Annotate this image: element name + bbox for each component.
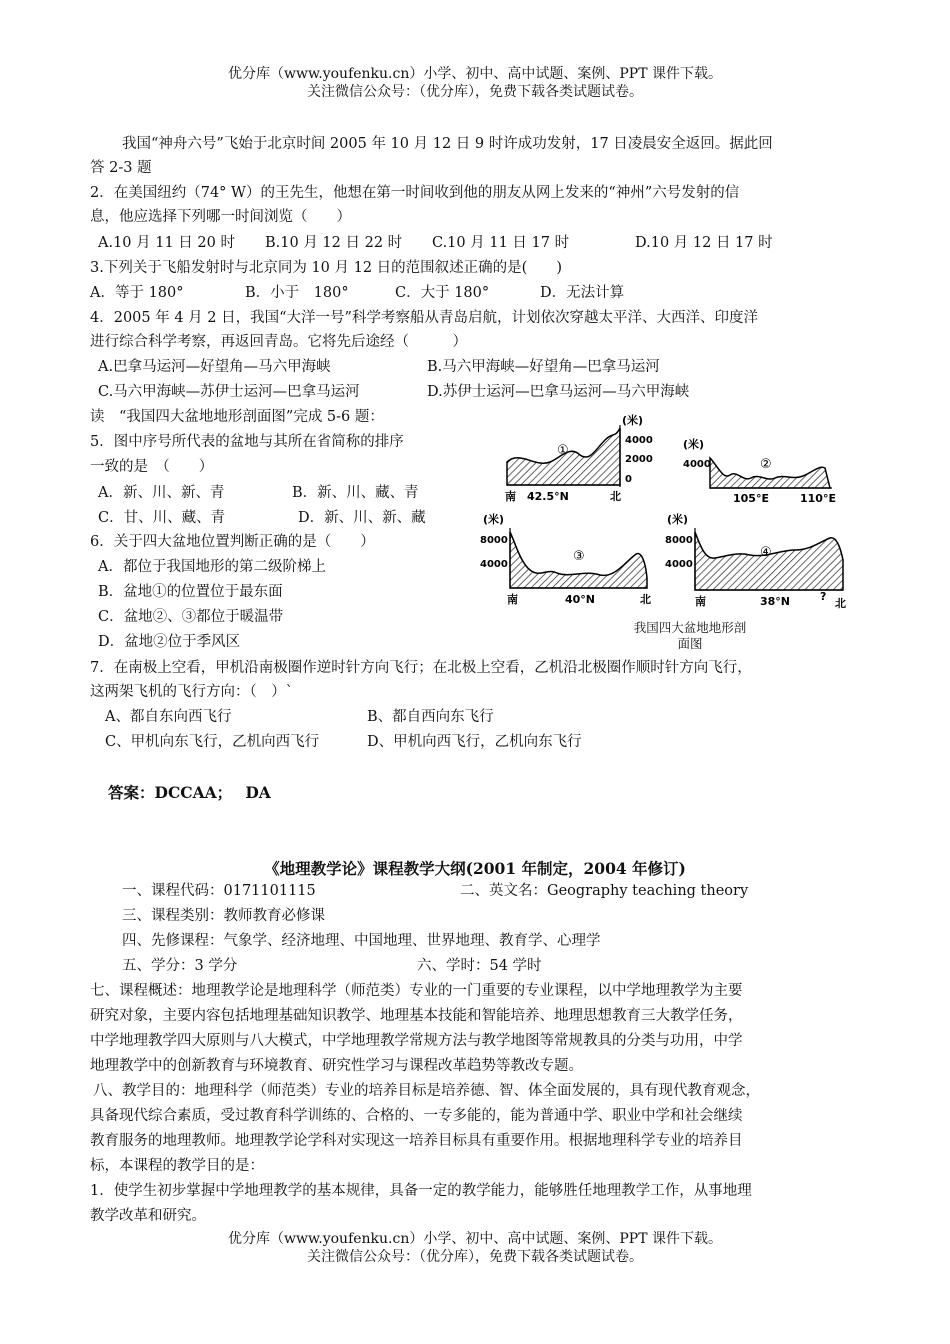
q2-stem-2: 息，他应选择下列哪一时间浏览（ ） [90, 209, 351, 225]
goal-line-4: 标，本课程的教学目的是： [90, 1158, 264, 1174]
q5-option-a: A．新、川、新、青 [98, 485, 225, 501]
english-name: 二、英文名：Geography teaching theory [460, 883, 749, 899]
overview-line-1: 七、课程概述：地理教学论是地理科学（师范类）专业的一门重要的专业课程，以中学地理教学为主要 [90, 983, 743, 999]
goal-line-1: 八、教学目的：地理科学（师范类）专业的培养目标是培养德、智、体全面发展的，具有现代教育观念， [93, 1083, 760, 1099]
q6-stem: 6．关于四大盆地位置判断正确的是（ ） [90, 534, 375, 550]
q3-stem: 3.下列关于飞船发射时与北京同为 10 月 12 日的范围叙述正确的是( ) [90, 260, 562, 276]
q7-stem-2: 这两架飞机的飞行方向：（ ）` [90, 684, 293, 700]
q4-stem-2: 进行综合科学考察，再返回青岛。它将先后途经（ ） [90, 334, 467, 350]
profile-1-tick-4000: 4000 [625, 435, 653, 446]
profile-2-unit: (米) [683, 438, 705, 451]
q3-option-c: C．大于 180° [395, 285, 490, 301]
footer-line-1: 优分库（www.youfenku.cn）小学、初中、高中试题、案例、PPT 课件下载。 [227, 1231, 722, 1247]
profile-1-north: 北 [610, 490, 621, 503]
q5-stem-2: 一致的是 （ ） [90, 459, 214, 475]
q3-option-a: A．等于 180° [90, 285, 184, 301]
q6-option-b: B．盆地①的位置位于最东面 [98, 584, 283, 600]
overview-line-3: 中学地理教学四大原则与八大模式，中学地理教学常规方法与教学地图等常规教具的分类与功用，中学 [90, 1033, 743, 1049]
q4-stem-1: 4．2005 年 4 月 2 日，我国“大洋一号”科学考察船从青岛启航，计划依次穿越太平洋、大西洋、印度洋 [90, 310, 758, 326]
intro-line-1: 我国“神舟六号”飞始于北京时间 2005 年 10 月 12 日 9 时许成功发射，17 日凌晨安全返回。据此回 [122, 136, 773, 152]
q6-option-c: C．盆地②、③都位于暖温带 [98, 609, 284, 625]
profile-3-tick-4000: 4000 [480, 559, 508, 570]
profile-4-unit: (米) [667, 513, 689, 526]
q2-option-c: C.10 月 11 日 17 时 [432, 235, 570, 251]
q7-option-a: A、都自东向西飞行 [105, 709, 232, 725]
overview-line-2: 研究对象，主要内容包括地理基础知识教学、地理基本技能和智能培养、地理思想教育三大教学任务， [90, 1008, 743, 1024]
overview-line-4: 地理教学中的创新教育与环境教育、研究性学习与课程改革趋势等教改专题。 [90, 1058, 583, 1074]
goal-line-2: 具备现代综合素质，受过教育科学训练的、合格的、一专多能的，能为普通中学、职业中学和社会继续 [90, 1108, 743, 1124]
profile-3-north: 北 [640, 593, 651, 606]
q2-option-d: D.10 月 12 日 17 时 [635, 235, 773, 251]
q6-option-d: D．盆地②位于季风区 [98, 634, 241, 650]
q4-option-d: D.苏伊士运河—巴拿马运河—马六甲海峡 [427, 384, 690, 400]
item-1-line-2: 教学改革和研究。 [90, 1208, 206, 1224]
profile-3-tick-8000: 8000 [480, 535, 508, 546]
figure-caption-2: 面图 [677, 636, 703, 651]
profile-1-unit: (米) [622, 414, 644, 427]
profile-2 [683, 437, 836, 505]
header-line-2: 关注微信公众号：（优分库），免费下载各类试题试卷。 [307, 84, 643, 100]
q5-option-b: B．新、川、藏、青 [292, 485, 419, 501]
profile-4-south: 南 [695, 595, 706, 608]
credits: 五、学分：3 学分 [122, 958, 238, 974]
read-5-6: 读 “我国四大盆地地形剖面图”完成 5-6 题： [90, 409, 384, 425]
header-line-1: 优分库（www.youfenku.cn）小学、初中、高中试题、案例、PPT 课件下载。 [227, 66, 722, 82]
q2-stem-1: 2．在美国纽约（74° W）的王先生，他想在第一时间收到他的朋友从网上发来的“神州”六号发射的信 [90, 185, 740, 201]
q7-option-c: C、甲机向东飞行，乙机向西飞行 [105, 734, 320, 750]
profile-4-tick-4000: 4000 [665, 559, 693, 570]
course-code: 一、课程代码：0171101115 [122, 883, 316, 899]
q3-option-b: B．小于 180° [245, 285, 349, 301]
profile-4 [665, 512, 846, 610]
profile-2-number: ② [760, 457, 772, 472]
q6-option-a: A．都位于我国地形的第二级阶梯上 [98, 559, 326, 575]
profile-4-tick-8000: 8000 [665, 535, 693, 546]
profile-3-latitude: 40°N [565, 593, 596, 606]
intro-line-2: 答 2-3 题 [90, 160, 152, 176]
q7-option-b: B、都自西向东飞行 [367, 709, 494, 725]
q7-option-d: D、甲机向西飞行，乙机向东飞行 [367, 734, 582, 750]
q4-option-c: C.马六甲海峡—苏伊士运河—巴拿马运河 [98, 384, 360, 400]
q5-option-d: D．新、川、新、藏 [298, 510, 426, 526]
profile-3-south: 南 [507, 593, 518, 606]
profile-4-north: 北 [835, 597, 846, 610]
profile-4-latitude: 38°N [760, 595, 791, 608]
profile-2-lon-105: 105°E [733, 492, 769, 505]
profile-1 [505, 413, 653, 503]
syllabus-title: 《地理教学论》课程教学大纲(2001 年制定，2004 年修订) [264, 859, 686, 878]
profile-2-lon-110: 110°E [800, 492, 836, 505]
profile-1-tick-0: 0 [625, 474, 632, 485]
item-1-line-1: 1．使学生初步掌握中学地理教学的基本规律，具备一定的教学能力，能够胜任地理教学工作，从事地理 [90, 1183, 752, 1199]
profile-1-south: 南 [505, 490, 516, 503]
figure-caption-1: 我国四大盆地地形剖 [633, 620, 747, 635]
profile-4-question: ? [820, 590, 827, 603]
profile-4-terrain [695, 532, 843, 590]
profile-1-latitude: 42.5°N [527, 490, 569, 503]
q5-option-c: C．甘、川、藏、青 [98, 510, 226, 526]
q4-option-b: B.马六甲海峡—好望角—巴拿马运河 [427, 359, 660, 375]
prerequisites: 四、先修课程：气象学、经济地理、中国地理、世界地理、教育学、心理学 [122, 933, 601, 949]
footer-line-2: 关注微信公众号：（优分库），免费下载各类试题试卷。 [307, 1249, 643, 1265]
profile-3 [480, 512, 651, 606]
profile-1-tick-2000: 2000 [625, 454, 653, 465]
goal-line-3: 教育服务的地理教师。地理教学论学科对实现这一培养目标具有重要作用。根据地理科学专业的培养目 [90, 1133, 743, 1149]
class-hours: 六、学时：54 学时 [417, 958, 542, 974]
profile-2-tick-4000: 4000 [683, 459, 711, 470]
profile-3-number: ③ [573, 549, 585, 564]
q4-option-a: A.巴拿马运河—好望角—马六甲海峡 [98, 359, 331, 375]
q7-stem-1: 7．在南极上空看，甲机沿南极圈作逆时针方向飞行；在北极上空看，乙机沿北极圈作顺时针方向飞行， [90, 660, 752, 676]
profile-3-unit: (米) [483, 513, 505, 526]
q5-stem-1: 5．图中序号所代表的盆地与其所在省简称的排序 [90, 434, 404, 450]
profile-4-number: ④ [760, 545, 772, 560]
q3-option-d: D．无法计算 [540, 285, 625, 301]
course-category: 三、课程类别：教师教育必修课 [122, 908, 325, 924]
profile-1-number: ① [557, 443, 569, 458]
basin-profile-figure [475, 410, 870, 620]
q2-option-a: A.10 月 11 日 20 时 [98, 235, 235, 251]
answer-line: 答案：DCCAA； DA [108, 783, 271, 802]
q2-option-b: B.10 月 12 日 22 时 [265, 235, 403, 251]
